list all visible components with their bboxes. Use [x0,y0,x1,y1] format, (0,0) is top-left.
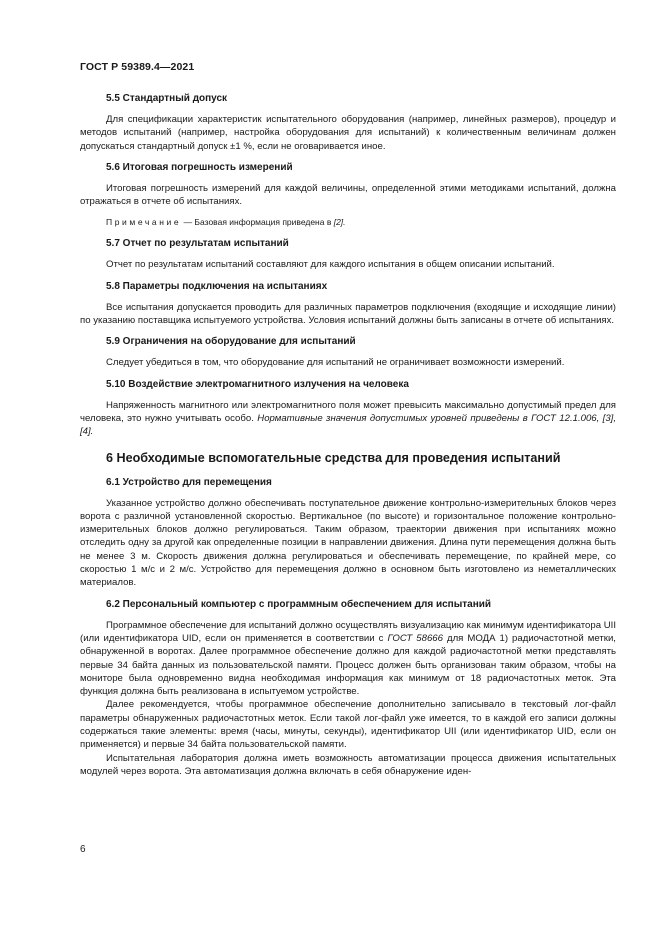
section-5-7-heading: 5.7 Отчет по результатам испытаний [106,238,289,250]
section-5-7-paragraph: Отчет по результатам испытаний составляют для каждого испытания в общем описании испытаний. [106,259,555,271]
section-6-1-heading: 6.1 Устройство для перемещения [106,476,272,488]
section-6-2-text-a: Программное обеспечение для испытаний должно осуществлять визуализацию как минимум идентификатора UII (или идентификатора UID, если он применяется в соответствии с [80,619,616,644]
section-5-9-paragraph: Следует убедиться в том, что оборудование для испытаний не ограничивает возможности измерений. [106,357,565,369]
page-number: 6 [80,844,86,855]
section-6-2-text-b: для МОДА 1) радиочастотной метки, обнаруженной в воротах. Далее программное обеспечение должно для каждой радиочастотной метки представлять первые 34 байта данных из пользовательской памяти. Процесс должен быть организован таким образом, чтобы на мониторе была одновременно видна необходимая информация как минимум от 18 радиочастотных меток. Эта функция должна быть реализована в испытуемом устройстве. [80,632,616,698]
section-5-8-paragraph: Все испытания допускается проводить для различных параметров подключения (входящие и исходящие линии) по указанию поставщика испытуемого устройства. Условия испытаний должны быть записаны в отчете об испытаниях. [80,301,616,327]
note-label: Примечание [106,217,182,228]
section-6-2-paragraph-3: Испытательная лаборатория должна иметь возможность автоматизации процесса движения испытательных модулей через ворота. Эта автоматизация должна включать в себя обнаружение иден- [80,752,616,777]
section-6-1-paragraph: Указанное устройство должно обеспечивать поступательное движение контрольно-измерительных блоков через ворота с различной установленной скоростью. Вертикальное (по высоте) и горизонтальное положение контрольно-измерительных блоков должно регулироваться. Таким образом, траектории движения при испытаниях можно отследить одну за другой как определенные позиции в направлении движения. Длина пути перемещения должна быть не менее 3 м. Скорость движения должна регулироваться и обеспечивать перемещение, по крайней мере, со скоростью 1 м/с и 2 м/с. Устройство для перемещения должно в основном быть изготовлено из неметаллических материалов. [80,497,616,589]
section-5-6-heading: 5.6 Итоговая погрешность измерений [106,161,293,173]
document-body [80,92,616,778]
section-5-6-note [80,216,616,228]
section-6-heading: 6 Необходимые вспомогательные средства для проведения испытаний [106,450,561,465]
section-5-10-heading: 5.10 Воздействие электромагнитного излучения на человека [106,378,409,390]
note-reference: [2]. [333,217,346,228]
document-header: ГОСТ Р 59389.4—2021 [80,61,195,73]
section-5-8-heading: 5.8 Параметры подключения на испытаниях [106,280,328,292]
section-6-2-heading: 6.2 Персональный компьютер с программным обеспечением для испытаний [106,598,492,610]
standard-reference: ГОСТ 58666 [387,632,443,644]
section-5-10-italic-text: Нормативные значения допустимых уровней приведены в ГОСТ 12.1.006, [3], [4]. [80,412,617,438]
section-5-9-heading: 5.9 Ограничения на оборудование для испытаний [106,336,356,348]
section-5-5-heading: 5.5 Стандартный допуск [106,93,228,104]
section-6-2-paragraph-1 [80,619,616,699]
section-6-2-paragraph-2: Далее рекомендуется, чтобы программное обеспечение дополнительно записывало в текстовый лог-файл параметры обнаруженных радиочастотных меток. Если такой лог-файл уже имеется, то в каждой его записи должны содержаться такие элементы: время (часы, минуты, секунды), идентификатор UII (или идентификатор UID, если он применяется) и первые 34 байта пользовательской памяти. [80,699,616,751]
note-text: — Базовая информация приведена в [181,217,334,228]
section-5-10-text: Напряженность магнитного или электромагнитного поля может превысить максимально допустимый предел для человека, это нужно учитывать особо. [80,399,616,424]
section-5-10-paragraph [80,399,616,439]
section-5-6-paragraph: Итоговая погрешность измерений для каждой величины, определенной этими методиками испытаний, должна отражаться в отчете об испытаниях. [80,182,616,208]
section-5-5-paragraph: Для спецификации характеристик испытательного оборудования (например, линейных размеров), процедур и методов испытаний (например, настройка оборудования для испытаний) к количественным величинам должен допускаться стандартный допуск ±1 %, если не оговаривается иное. [80,114,616,152]
